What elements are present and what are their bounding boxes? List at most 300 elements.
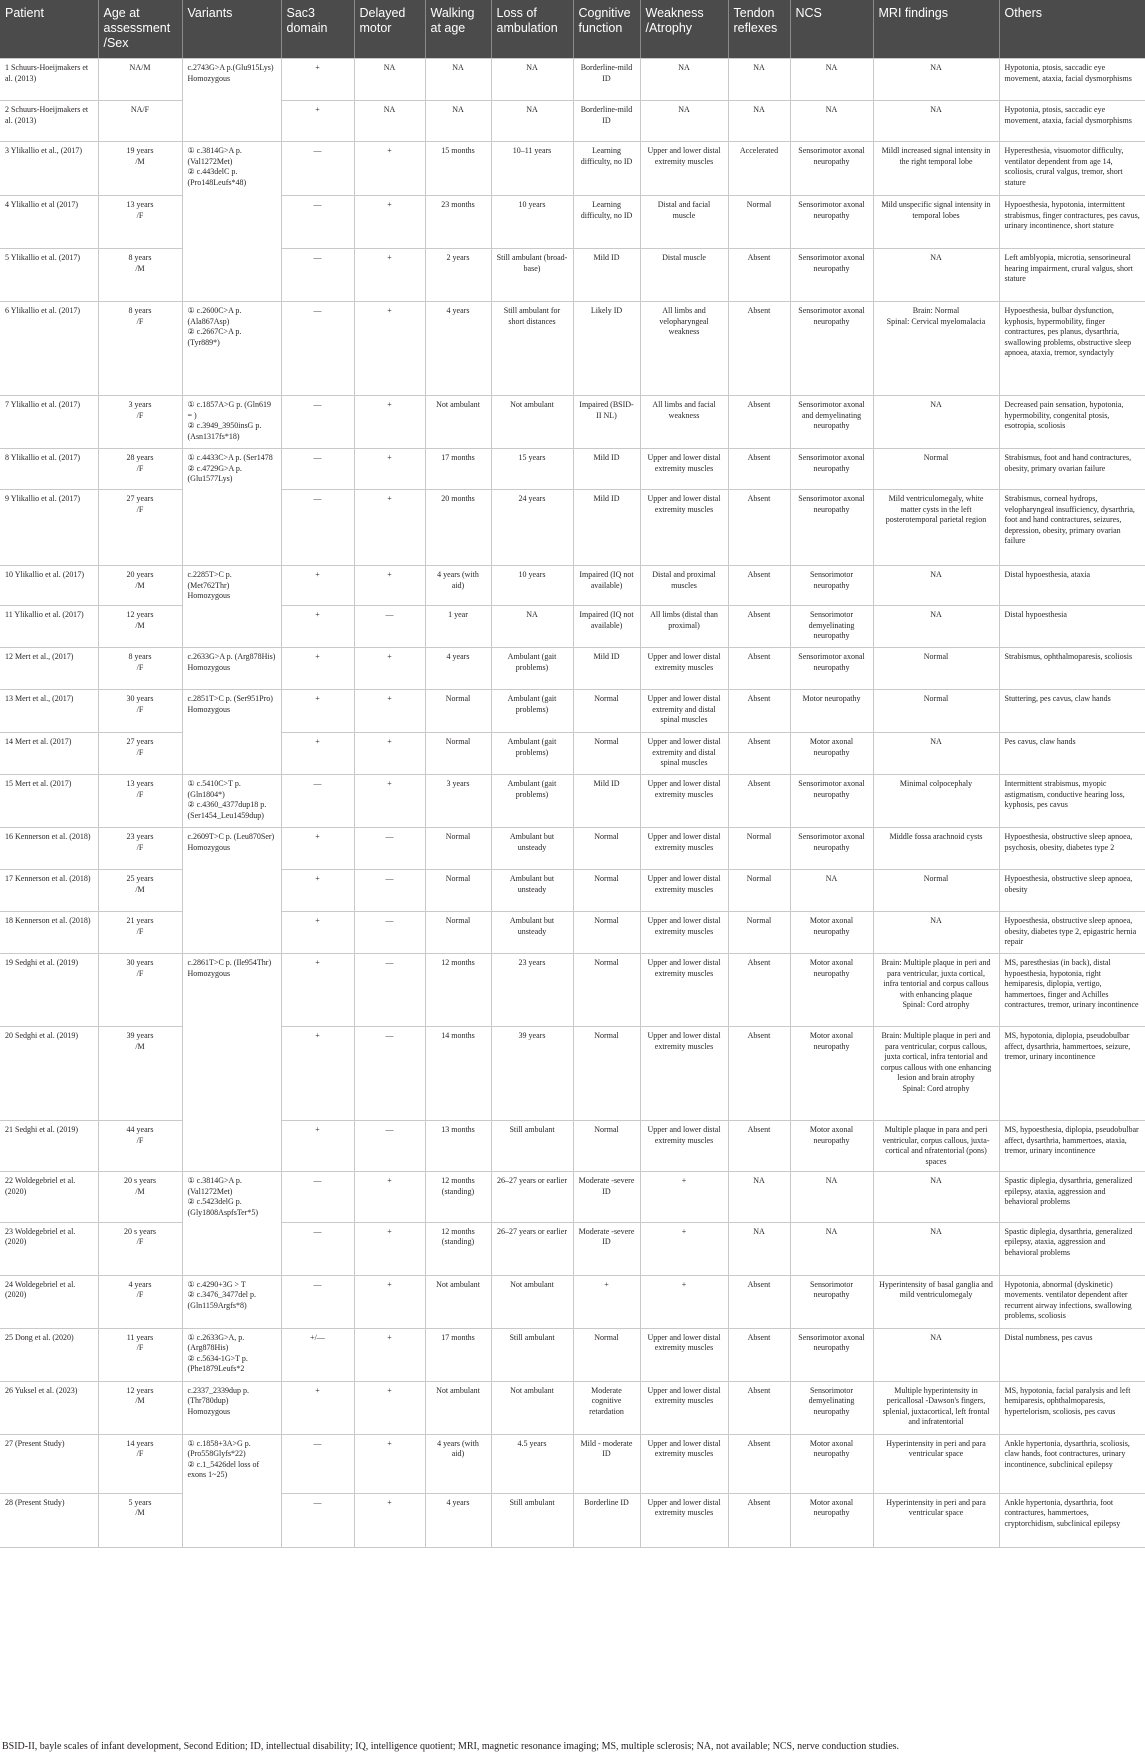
cell-weakness: Distal and facial muscle [640, 196, 728, 249]
cell-variants: ① c.4290+3G > T ② c.3476_3477del p. (Gln1159Argfs*8) [182, 1275, 281, 1328]
cell-cognitive: Moderate -severe ID [573, 1222, 640, 1275]
cell-loss-ambulation: NA [491, 101, 573, 142]
table-row [0, 1121, 1145, 1172]
cell-tendon: Absent [728, 1328, 790, 1381]
cell-mri: Normal [873, 690, 999, 733]
table-row [0, 870, 1145, 912]
table-row [0, 1027, 1145, 1121]
cell-loss-ambulation: Still ambulant [491, 1121, 573, 1172]
cell-ncs: Motor axonal neuropathy [790, 954, 873, 1027]
cell-patient: 18 Kennerson et al. (2018) [0, 912, 98, 954]
cell-sac3: + [281, 870, 354, 912]
col-header-loss-ambulation: Loss of ambulation [491, 0, 573, 59]
cell-loss-ambulation: Ambulant but unsteady [491, 828, 573, 870]
cell-weakness: Upper and lower distal extremity muscles [640, 449, 728, 490]
cell-sac3: + [281, 954, 354, 1027]
cell-loss-ambulation: 39 years [491, 1027, 573, 1121]
cell-sac3: + [281, 912, 354, 954]
cell-loss-ambulation: Still ambulant [491, 1328, 573, 1381]
cell-sac3: + [281, 1381, 354, 1434]
cell-walking: Normal [425, 912, 491, 954]
table-row [0, 196, 1145, 249]
cell-ncs: Motor axonal neuropathy [790, 1434, 873, 1493]
cell-cognitive: Impaired (IQ not available) [573, 566, 640, 606]
cell-variants: ① c.3814G>A p. (Val1272Met) ② c.5423delG p. (Gly1808AspfsTer*5) [182, 1172, 281, 1223]
cell-tendon: Absent [728, 1027, 790, 1121]
cell-mri: Brain: Multiple plaque in peri and para ventricular, juxta cortical, infra tentorial and corpus callous with enhancing plaque Spinal: Cord atrophy [873, 954, 999, 1027]
cell-sac3: — [281, 249, 354, 302]
table-footnote: BSID-II, bayle scales of infant development, Second Edition; ID, intellectual disability; IQ, intelligence quotient; MRI, magnetic resonance imaging; MS, multiple sclerosis; NA, not available; NCS, nerve conduction studies. [2, 1741, 900, 1752]
cell-sac3: — [281, 449, 354, 490]
cell-walking: Normal [425, 733, 491, 775]
cell-patient: 28 (Present Study) [0, 1493, 98, 1547]
cell-delayed-motor: + [354, 1172, 425, 1223]
cell-cognitive: Likely ID [573, 302, 640, 396]
cell-weakness: Upper and lower distal extremity muscles [640, 142, 728, 196]
cell-patient: 2 Schuurs-Hoeijmakers et al. (2013) [0, 101, 98, 142]
cell-loss-ambulation: Ambulant (gait problems) [491, 775, 573, 828]
cell-loss-ambulation: NA [491, 606, 573, 648]
cell-weakness: + [640, 1275, 728, 1328]
cell-weakness: + [640, 1222, 728, 1275]
cell-others: Distal hypoesthesia, ataxia [999, 566, 1145, 606]
cell-cognitive: Learning difficulty, no ID [573, 196, 640, 249]
table-row [0, 449, 1145, 490]
cell-age-sex: 27 years /F [98, 490, 182, 566]
cell-walking: 12 months (standing) [425, 1172, 491, 1223]
cell-delayed-motor: NA [354, 101, 425, 142]
cell-ncs: Sensorimotor demyelinating neuropathy [790, 606, 873, 648]
cell-ncs: Motor axonal neuropathy [790, 733, 873, 775]
cell-tendon: Absent [728, 733, 790, 775]
cell-patient: 21 Sedghi et al. (2019) [0, 1121, 98, 1172]
cell-walking: 15 months [425, 142, 491, 196]
cell-ncs: NA [790, 1172, 873, 1223]
cell-weakness: Upper and lower distal extremity muscles [640, 648, 728, 690]
cell-tendon: Absent [728, 396, 790, 449]
cell-others: Strabismus, foot and hand contractures, obesity, primary ovarian failure [999, 449, 1145, 490]
cell-patient: 16 Kennerson et al. (2018) [0, 828, 98, 870]
cell-cognitive: Normal [573, 870, 640, 912]
cell-age-sex: 28 years /F [98, 449, 182, 490]
cell-loss-ambulation: 4.5 years [491, 1434, 573, 1493]
cell-mri: NA [873, 101, 999, 142]
cell-sac3: + [281, 101, 354, 142]
cell-mri: Multiple hyperintensity in pericallosal -Dawson's fingers, splenial, juxtacortical, left frontal and infratentorial [873, 1381, 999, 1434]
cell-mri: NA [873, 1328, 999, 1381]
cell-patient: 20 Sedghi et al. (2019) [0, 1027, 98, 1121]
cell-weakness: Upper and lower distal extremity muscles [640, 828, 728, 870]
cell-variants: ① c.2600C>A p. (Ala867Asp) ② c.2667C>A p. (Tyr889*) [182, 302, 281, 396]
cell-delayed-motor: — [354, 1121, 425, 1172]
cell-loss-ambulation: Not ambulant [491, 1275, 573, 1328]
cell-weakness: All limbs and velopharyngeal weakness [640, 302, 728, 396]
cell-others: Ankle hypertonia, dysarthria, scoliosis, claw hands, foot contractures, urinary incontinence, subclinical epilepsy [999, 1434, 1145, 1493]
cell-mri: NA [873, 1222, 999, 1275]
cell-others: Hypoesthesia, hypotonia, intermittent strabismus, finger contractures, pes cavus, urinary incontinence, short stature [999, 196, 1145, 249]
cell-age-sex: 20 s years /M [98, 1172, 182, 1223]
cell-ncs: Motor neuropathy [790, 690, 873, 733]
cell-variants [182, 1222, 281, 1275]
cell-age-sex: 5 years /M [98, 1493, 182, 1547]
cell-tendon: Normal [728, 912, 790, 954]
cell-patient: 12 Mert et al., (2017) [0, 648, 98, 690]
cell-loss-ambulation: 24 years [491, 490, 573, 566]
cell-ncs: NA [790, 101, 873, 142]
cell-delayed-motor: — [354, 954, 425, 1027]
col-header-mri: MRI findings [873, 0, 999, 59]
cell-weakness: Upper and lower distal extremity muscles [640, 912, 728, 954]
cell-patient: 3 Ylikallio et al., (2017) [0, 142, 98, 196]
cell-mri: Normal [873, 449, 999, 490]
cell-delayed-motor: NA [354, 59, 425, 101]
cell-walking: 4 years [425, 302, 491, 396]
cell-patient: 14 Mert et al. (2017) [0, 733, 98, 775]
cell-mri: Mild ventriculomegaly, white matter cysts in the left posterotemporal parietal region [873, 490, 999, 566]
cell-ncs: Sensorimotor axonal neuropathy [790, 449, 873, 490]
cell-cognitive: Normal [573, 1328, 640, 1381]
cell-others: Spastic diplegia, dysarthria, generalized epilepsy, ataxia, aggression and behavioral problems [999, 1172, 1145, 1223]
cell-sac3: — [281, 302, 354, 396]
cell-weakness: All limbs (distal than proximal) [640, 606, 728, 648]
cell-sac3: — [281, 1275, 354, 1328]
cell-sac3: + [281, 606, 354, 648]
cell-tendon: Absent [728, 1493, 790, 1547]
col-header-ncs: NCS [790, 0, 873, 59]
cell-weakness: Upper and lower distal extremity muscles [640, 954, 728, 1027]
cell-tendon: Absent [728, 690, 790, 733]
cell-patient: 4 Ylikallio et al (2017) [0, 196, 98, 249]
cell-patient: 1 Schuurs-Hoeijmakers et al. (2013) [0, 59, 98, 101]
cell-walking: 4 years [425, 648, 491, 690]
cell-tendon: Absent [728, 449, 790, 490]
cell-delayed-motor: + [354, 733, 425, 775]
cell-loss-ambulation: Not ambulant [491, 396, 573, 449]
cell-delayed-motor: + [354, 1275, 425, 1328]
cell-loss-ambulation: 26–27 years or earlier [491, 1222, 573, 1275]
cell-variants: c.2609T>C p. (Leu870Ser) Homozygous [182, 828, 281, 870]
cell-mri: NA [873, 396, 999, 449]
cell-walking: 4 years (with aid) [425, 566, 491, 606]
cell-weakness: Upper and lower distal extremity muscles [640, 1121, 728, 1172]
cell-others: Left amblyopia, microtia, sensorineural hearing impairment, crural valgus, short stature [999, 249, 1145, 302]
cell-delayed-motor: + [354, 142, 425, 196]
cell-loss-ambulation: Not ambulant [491, 1381, 573, 1434]
cell-tendon: Absent [728, 775, 790, 828]
cell-cognitive: Normal [573, 733, 640, 775]
cell-others: Intermittent strabismus, myopic astigmatism, conductive hearing loss, kyphosis, pes cavus [999, 775, 1145, 828]
cell-mri: NA [873, 566, 999, 606]
cell-walking: 12 months [425, 954, 491, 1027]
cell-variants: c.2285T>C p. (Met762Thr) Homozygous [182, 566, 281, 606]
cell-mri: NA [873, 1172, 999, 1223]
cell-others: Hyperesthesia, visuomotor difficulty, ventilator dependent from age 14, scoliosis, crural valgus, tremor, short stature [999, 142, 1145, 196]
cell-loss-ambulation: 15 years [491, 449, 573, 490]
cell-others: Hypotonia, ptosis, saccadic eye movement, ataxia, facial dysmorphisms [999, 101, 1145, 142]
table-row [0, 1493, 1145, 1547]
cell-sac3: + [281, 690, 354, 733]
cell-age-sex: 27 years /F [98, 733, 182, 775]
cell-age-sex: 11 years /F [98, 1328, 182, 1381]
cell-weakness: Upper and lower distal extremity muscles [640, 1328, 728, 1381]
table-row [0, 1275, 1145, 1328]
cell-sac3: + [281, 733, 354, 775]
cell-weakness: Upper and lower distal extremity muscles [640, 1493, 728, 1547]
cell-cognitive: Impaired (BSID-II NL) [573, 396, 640, 449]
cell-walking: 3 years [425, 775, 491, 828]
cell-patient: 15 Mert et al. (2017) [0, 775, 98, 828]
cell-delayed-motor: + [354, 1328, 425, 1381]
cell-age-sex: 20 s years /F [98, 1222, 182, 1275]
cell-ncs: Sensorimotor axonal neuropathy [790, 249, 873, 302]
cell-weakness: NA [640, 101, 728, 142]
cell-walking: Normal [425, 690, 491, 733]
cell-others: MS, hypoesthesia, diplopia, pseudobulbar affect, dysarthria, hammertoes, ataxia, tremor, urinary incontinence [999, 1121, 1145, 1172]
cell-tendon: Normal [728, 828, 790, 870]
cell-variants [182, 101, 281, 142]
cell-variants: ① c.4433C>A p. (Ser1478 ② c.4729G>A p. (Glu1577Lys) [182, 449, 281, 490]
cell-loss-ambulation: Ambulant but unsteady [491, 912, 573, 954]
cell-walking: 23 months [425, 196, 491, 249]
cell-variants: ① c.3814G>A p. (Val1272Met) ② c.443delC p. (Pro148Leufs*48) [182, 142, 281, 196]
cell-variants: c.2633G>A p. (Arg878His) Homozygous [182, 648, 281, 690]
cell-ncs: Sensorimotor axonal neuropathy [790, 142, 873, 196]
cell-tendon: Absent [728, 1121, 790, 1172]
cell-tendon: Absent [728, 249, 790, 302]
cell-mri: NA [873, 249, 999, 302]
cell-age-sex: 21 years /F [98, 912, 182, 954]
cell-age-sex: 8 years /M [98, 249, 182, 302]
cell-others: Hypoesthesia, bulbar dysfunction, kyphosis, hypermobility, finger contractures, pes planus, dysarthria, swallowing problems, obstructive sleep apnoea, ataxia, tremor, syndactyly [999, 302, 1145, 396]
col-header-walking: Walking at age [425, 0, 491, 59]
cell-others: Strabismus, ophthalmoparesis, scoliosis [999, 648, 1145, 690]
table-row [0, 101, 1145, 142]
cell-age-sex: 13 years /F [98, 196, 182, 249]
cell-mri: Normal [873, 870, 999, 912]
table-row [0, 1434, 1145, 1493]
cell-mri: NA [873, 606, 999, 648]
cell-mri: Hyperintensity in peri and para ventricular space [873, 1434, 999, 1493]
cell-others: Decreased pain sensation, hypotonia, hypermobility, congenital ptosis, esotropia, scoliosis [999, 396, 1145, 449]
cell-age-sex: 20 years /M [98, 566, 182, 606]
table-row [0, 396, 1145, 449]
cell-patient: 27 (Present Study) [0, 1434, 98, 1493]
cell-delayed-motor: + [354, 690, 425, 733]
cell-variants: c.2851T>C p. (Ser951Pro) Homozygous [182, 690, 281, 733]
cell-age-sex: 30 years /F [98, 690, 182, 733]
cell-cognitive: Normal [573, 912, 640, 954]
cell-cognitive: Normal [573, 828, 640, 870]
cell-variants [182, 606, 281, 648]
cell-delayed-motor: + [354, 1222, 425, 1275]
cell-ncs: Sensorimotor axonal neuropathy [790, 1328, 873, 1381]
cell-mri: NA [873, 733, 999, 775]
cell-ncs: Sensorimotor axonal neuropathy [790, 828, 873, 870]
cell-weakness: Upper and lower distal extremity and distal spinal muscles [640, 733, 728, 775]
cell-patient: 7 Ylikallio et al. (2017) [0, 396, 98, 449]
cell-ncs: Sensorimotor axonal neuropathy [790, 648, 873, 690]
cell-sac3: + [281, 566, 354, 606]
cell-ncs: Motor axonal neuropathy [790, 1493, 873, 1547]
table-row [0, 249, 1145, 302]
cell-patient: 5 Ylikallio et al. (2017) [0, 249, 98, 302]
cell-others: Hypotonia, ptosis, saccadic eye movement, ataxia, facial dysmorphisms [999, 59, 1145, 101]
cell-cognitive: Normal [573, 690, 640, 733]
cell-weakness: Upper and lower distal extremity muscles [640, 870, 728, 912]
cell-others: Hypotonia, abnormal (dyskinetic) movements. ventilator dependent after recurrent airway infections, swallowing problems, scoliosis [999, 1275, 1145, 1328]
cell-walking: 2 years [425, 249, 491, 302]
table-row [0, 733, 1145, 775]
cell-ncs: Sensorimotor axonal neuropathy [790, 196, 873, 249]
cell-sac3: — [281, 1493, 354, 1547]
cell-cognitive: Learning difficulty, no ID [573, 142, 640, 196]
cell-age-sex: 14 years /F [98, 1434, 182, 1493]
cell-weakness: Upper and lower distal extremity muscles [640, 775, 728, 828]
cell-delayed-motor: — [354, 1027, 425, 1121]
cell-tendon: Absent [728, 490, 790, 566]
cell-age-sex: 12 years /M [98, 606, 182, 648]
cell-tendon: NA [728, 59, 790, 101]
cell-age-sex: 8 years /F [98, 648, 182, 690]
cell-variants [182, 249, 281, 302]
cell-cognitive: Borderline-mild ID [573, 101, 640, 142]
cell-cognitive: Borderline-mild ID [573, 59, 640, 101]
cell-sac3: — [281, 142, 354, 196]
cell-ncs: Sensorimotor axonal neuropathy [790, 302, 873, 396]
cell-tendon: Normal [728, 196, 790, 249]
cell-mri: Brain: Multiple plaque in peri and para ventricular, corpus callous, juxta cortical, infra tentorial and corpus callous with one enhancing lesion and brain atrophy Spinal: Cord atrophy [873, 1027, 999, 1121]
cell-cognitive: + [573, 1275, 640, 1328]
cell-others: Hypoesthesia, obstructive sleep apnoea, obesity [999, 870, 1145, 912]
table-row [0, 912, 1145, 954]
cell-patient: 17 Kennerson et al. (2018) [0, 870, 98, 912]
table-row [0, 59, 1145, 101]
cell-ncs: Sensorimotor axonal and demyelinating neuropathy [790, 396, 873, 449]
cell-age-sex: 39 years /M [98, 1027, 182, 1121]
cell-mri: Mild unspecific signal intensity in temporal lobes [873, 196, 999, 249]
cell-patient: 22 Woldegebriel et al. (2020) [0, 1172, 98, 1223]
cell-patient: 23 Woldegebriel et al. (2020) [0, 1222, 98, 1275]
cell-variants [182, 733, 281, 775]
cell-tendon: NA [728, 101, 790, 142]
cell-walking: Not ambulant [425, 396, 491, 449]
cell-age-sex: NA/F [98, 101, 182, 142]
table-row [0, 1381, 1145, 1434]
table-row [0, 606, 1145, 648]
cell-mri: NA [873, 912, 999, 954]
cell-mri: Middle fossa arachnoid cysts [873, 828, 999, 870]
cell-mri: Normal [873, 648, 999, 690]
cell-variants: ① c.5410C>T p. (Gln1804*) ② c.4360_4377dup18 p. (Ser1454_Leu1459dup) [182, 775, 281, 828]
cell-weakness: NA [640, 59, 728, 101]
table-body [0, 59, 1145, 1548]
cell-patient: 6 Ylikallio et al. (2017) [0, 302, 98, 396]
cell-delayed-motor: + [354, 1493, 425, 1547]
cell-patient: 19 Sedghi et al. (2019) [0, 954, 98, 1027]
cell-mri: Hyperintensity in peri and para ventricular space [873, 1493, 999, 1547]
col-header-weakness: Weakness /Atrophy [640, 0, 728, 59]
table-row [0, 828, 1145, 870]
cell-patient: 25 Dong et al. (2020) [0, 1328, 98, 1381]
cell-sac3: — [281, 1222, 354, 1275]
cell-mri: NA [873, 59, 999, 101]
cell-walking: 4 years (with aid) [425, 1434, 491, 1493]
cell-ncs: NA [790, 870, 873, 912]
cell-cognitive: Normal [573, 1121, 640, 1172]
table-row [0, 1172, 1145, 1223]
cell-variants [182, 490, 281, 566]
cell-cognitive: Mild ID [573, 648, 640, 690]
cell-sac3: + [281, 1027, 354, 1121]
cell-weakness: Upper and lower distal extremity muscles [640, 490, 728, 566]
cell-loss-ambulation: Still ambulant for short distances [491, 302, 573, 396]
cell-mri: Multiple plaque in para and peri ventricular, corpus callous, juxta- cortical and nfratentorial (pons) spaces [873, 1121, 999, 1172]
cell-weakness: Upper and lower distal extremity muscles [640, 1434, 728, 1493]
cell-variants: ① c.1857A>G p. (Gln619 = ) ② c.3949_3950insG p. (Asn1317fs*18) [182, 396, 281, 449]
cell-cognitive: Impaired (IQ not available) [573, 606, 640, 648]
cell-mri: Hyperintensity of basal ganglia and mild ventriculomegaly [873, 1275, 999, 1328]
cell-others: Pes cavus, claw hands [999, 733, 1145, 775]
cell-delayed-motor: + [354, 775, 425, 828]
cell-cognitive: Mild ID [573, 249, 640, 302]
table-row [0, 1222, 1145, 1275]
cell-age-sex: 25 years /M [98, 870, 182, 912]
cell-variants: ① c.2633G>A, p. (Arg878His) ② c.5634-1G>T p. (Phe1879Leufs*2 [182, 1328, 281, 1381]
table-row [0, 954, 1145, 1027]
cell-walking: 17 months [425, 1328, 491, 1381]
col-header-delayed-motor: Delayed motor [354, 0, 425, 59]
cell-walking: Not ambulant [425, 1275, 491, 1328]
cell-age-sex: 23 years /F [98, 828, 182, 870]
cell-others: Distal numbness, pes cavus [999, 1328, 1145, 1381]
cell-mri: Mildl increased signal intensity in the right temporal lobe [873, 142, 999, 196]
col-header-sac3: Sac3 domain [281, 0, 354, 59]
cell-delayed-motor: + [354, 302, 425, 396]
cell-walking: NA [425, 59, 491, 101]
cell-sac3: + [281, 1121, 354, 1172]
cell-tendon: Absent [728, 954, 790, 1027]
cell-delayed-motor: + [354, 1381, 425, 1434]
cell-mri: Brain: Normal Spinal: Cervical myelomalacia [873, 302, 999, 396]
table-row [0, 775, 1145, 828]
cell-sac3: + [281, 59, 354, 101]
cell-variants [182, 196, 281, 249]
cell-delayed-motor: + [354, 566, 425, 606]
cell-walking: 12 months (standing) [425, 1222, 491, 1275]
cell-cognitive: Mild ID [573, 775, 640, 828]
cell-patient: 26 Yuksel et al. (2023) [0, 1381, 98, 1434]
cell-ncs: Motor axonal neuropathy [790, 912, 873, 954]
cell-delayed-motor: + [354, 396, 425, 449]
cell-walking: 4 years [425, 1493, 491, 1547]
cell-delayed-motor: + [354, 449, 425, 490]
cell-age-sex: 4 years /F [98, 1275, 182, 1328]
col-header-variants: Variants [182, 0, 281, 59]
cell-tendon: Absent [728, 302, 790, 396]
cell-loss-ambulation: Still ambulant (broad-base) [491, 249, 573, 302]
cell-tendon: NA [728, 1222, 790, 1275]
cell-walking: NA [425, 101, 491, 142]
cell-variants [182, 870, 281, 912]
cell-age-sex: 3 years /F [98, 396, 182, 449]
cell-age-sex: 8 years /F [98, 302, 182, 396]
cell-others: Stuttering, pes cavus, claw hands [999, 690, 1145, 733]
table-row [0, 302, 1145, 396]
cell-walking: Not ambulant [425, 1381, 491, 1434]
cell-cognitive: Normal [573, 954, 640, 1027]
table-row [0, 1328, 1145, 1381]
cell-sac3: — [281, 396, 354, 449]
